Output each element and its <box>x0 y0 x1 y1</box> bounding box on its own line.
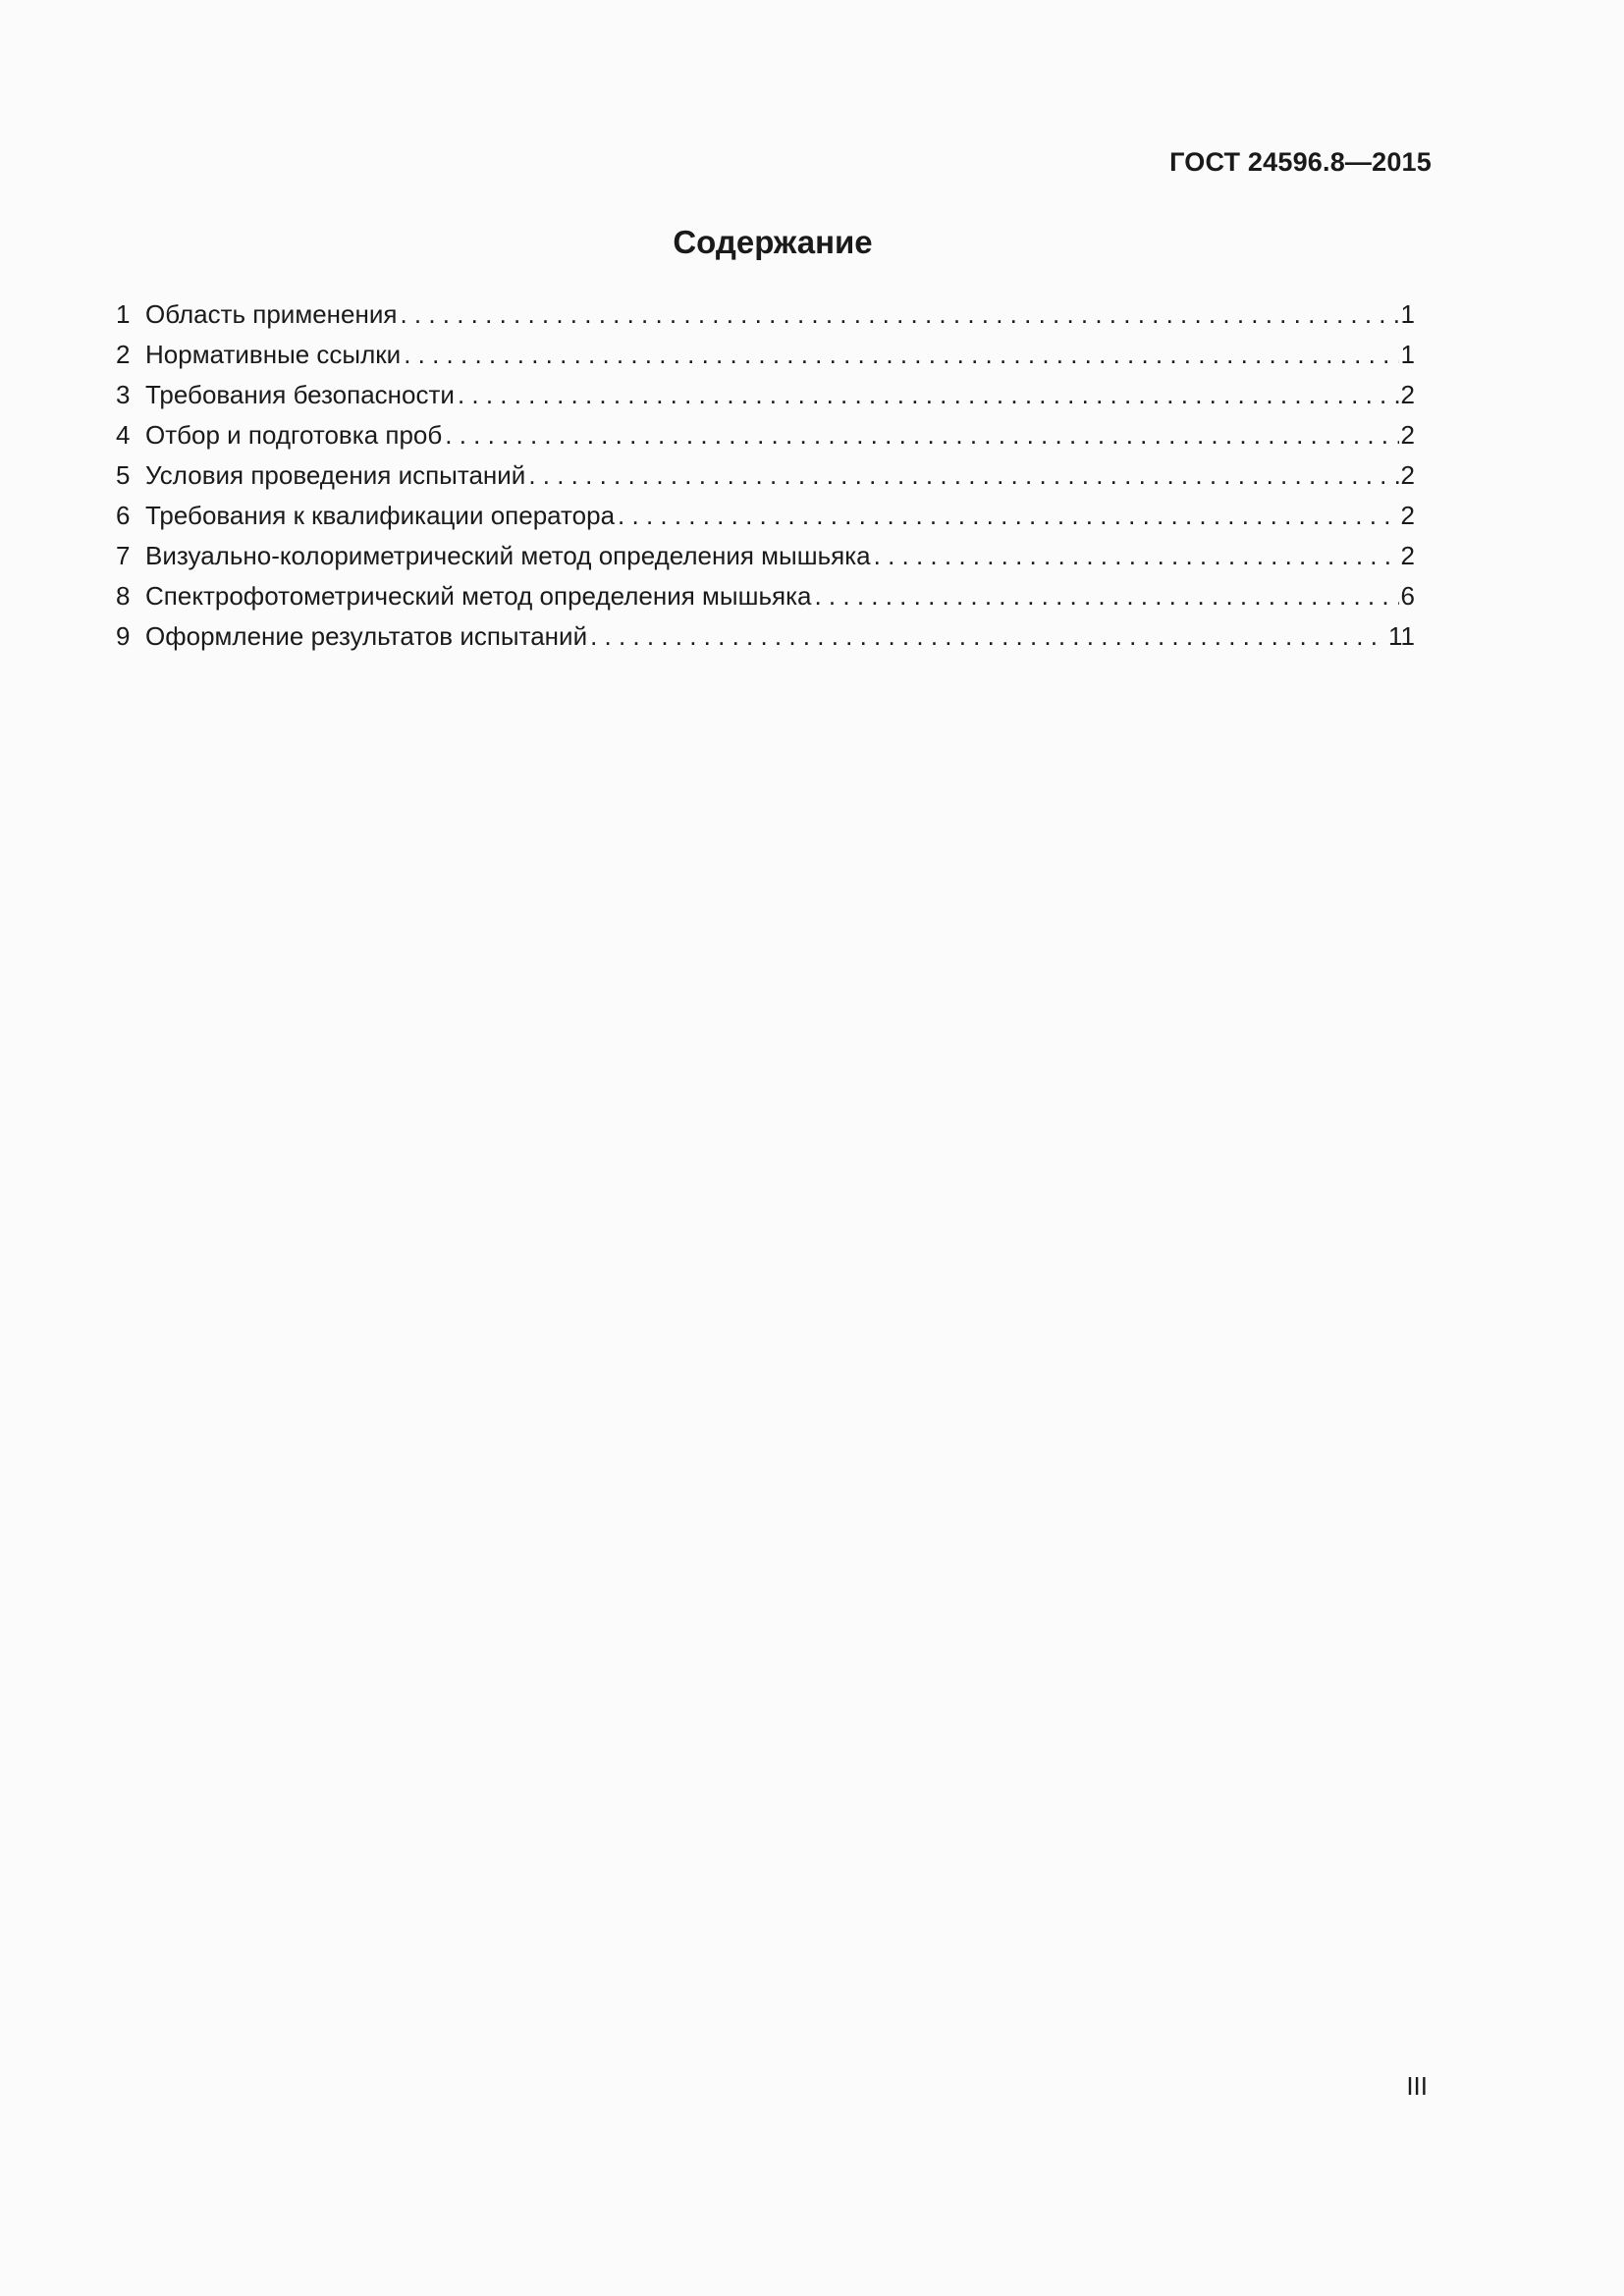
toc-dot-leader <box>400 294 1398 335</box>
toc-entry-title: Оформление результатов испытаний <box>145 621 588 651</box>
toc-entry-page: 2 <box>1400 420 1415 450</box>
toc-entry-number: 1 <box>116 299 131 329</box>
toc-dot-leader <box>618 496 1398 536</box>
toc-entry-page: 1 <box>1400 340 1415 369</box>
toc-entry-title: Отбор и подготовка проб <box>145 420 443 450</box>
toc-entry-title: Спектрофотометрический метод определения мышьяка <box>145 581 812 611</box>
toc-dot-leader <box>458 375 1399 415</box>
toc-entry-page: 2 <box>1400 501 1415 530</box>
toc-entry[interactable] <box>116 455 1415 496</box>
toc-entry[interactable] <box>116 496 1415 536</box>
toc-entry-title: Условия проведения испытаний <box>145 460 526 490</box>
toc-entry[interactable] <box>116 415 1415 455</box>
toc-entry-title: Нормативные ссылки <box>145 340 402 369</box>
toc-dot-leader <box>404 335 1398 375</box>
page-number: III <box>1406 2071 1428 2101</box>
toc-entry-page: 2 <box>1400 541 1415 570</box>
toc-dot-leader <box>874 536 1399 576</box>
toc-entry[interactable] <box>116 335 1415 375</box>
toc-entry-number: 3 <box>116 380 131 409</box>
toc-entry-title: Требования безопасности <box>145 380 455 409</box>
toc-dot-leader <box>528 455 1398 496</box>
toc-entry[interactable] <box>116 375 1415 415</box>
toc-dot-leader <box>445 415 1398 455</box>
toc-dot-leader <box>814 576 1398 616</box>
table-of-contents <box>116 294 1415 657</box>
toc-entry-number: 2 <box>116 340 131 369</box>
toc-entry-number: 9 <box>116 621 131 651</box>
document-code: ГОСТ 24596.8—2015 <box>1169 147 1432 177</box>
toc-entry-title: Требования к квалификации оператора <box>145 501 616 530</box>
toc-entry-number: 7 <box>116 541 131 570</box>
toc-entry-number: 8 <box>116 581 131 611</box>
toc-title: Содержание <box>673 224 873 260</box>
toc-entry[interactable] <box>116 616 1415 657</box>
toc-entry-page: 1 <box>1400 299 1415 329</box>
toc-entry[interactable] <box>116 536 1415 576</box>
toc-entry-number: 6 <box>116 501 131 530</box>
toc-dot-leader <box>590 616 1386 657</box>
toc-entry-page: 6 <box>1400 581 1415 611</box>
toc-entry-page: 11 <box>1388 621 1415 651</box>
toc-entry-page: 2 <box>1400 380 1415 409</box>
toc-entry[interactable] <box>116 576 1415 616</box>
toc-entry-title: Область применения <box>145 299 398 329</box>
toc-entry-number: 4 <box>116 420 131 450</box>
toc-entry[interactable] <box>116 294 1415 335</box>
toc-entry-number: 5 <box>116 460 131 490</box>
toc-entry-title: Визуально-колориметрический метод определения мышьяка <box>145 541 871 570</box>
toc-entry-page: 2 <box>1400 460 1415 490</box>
